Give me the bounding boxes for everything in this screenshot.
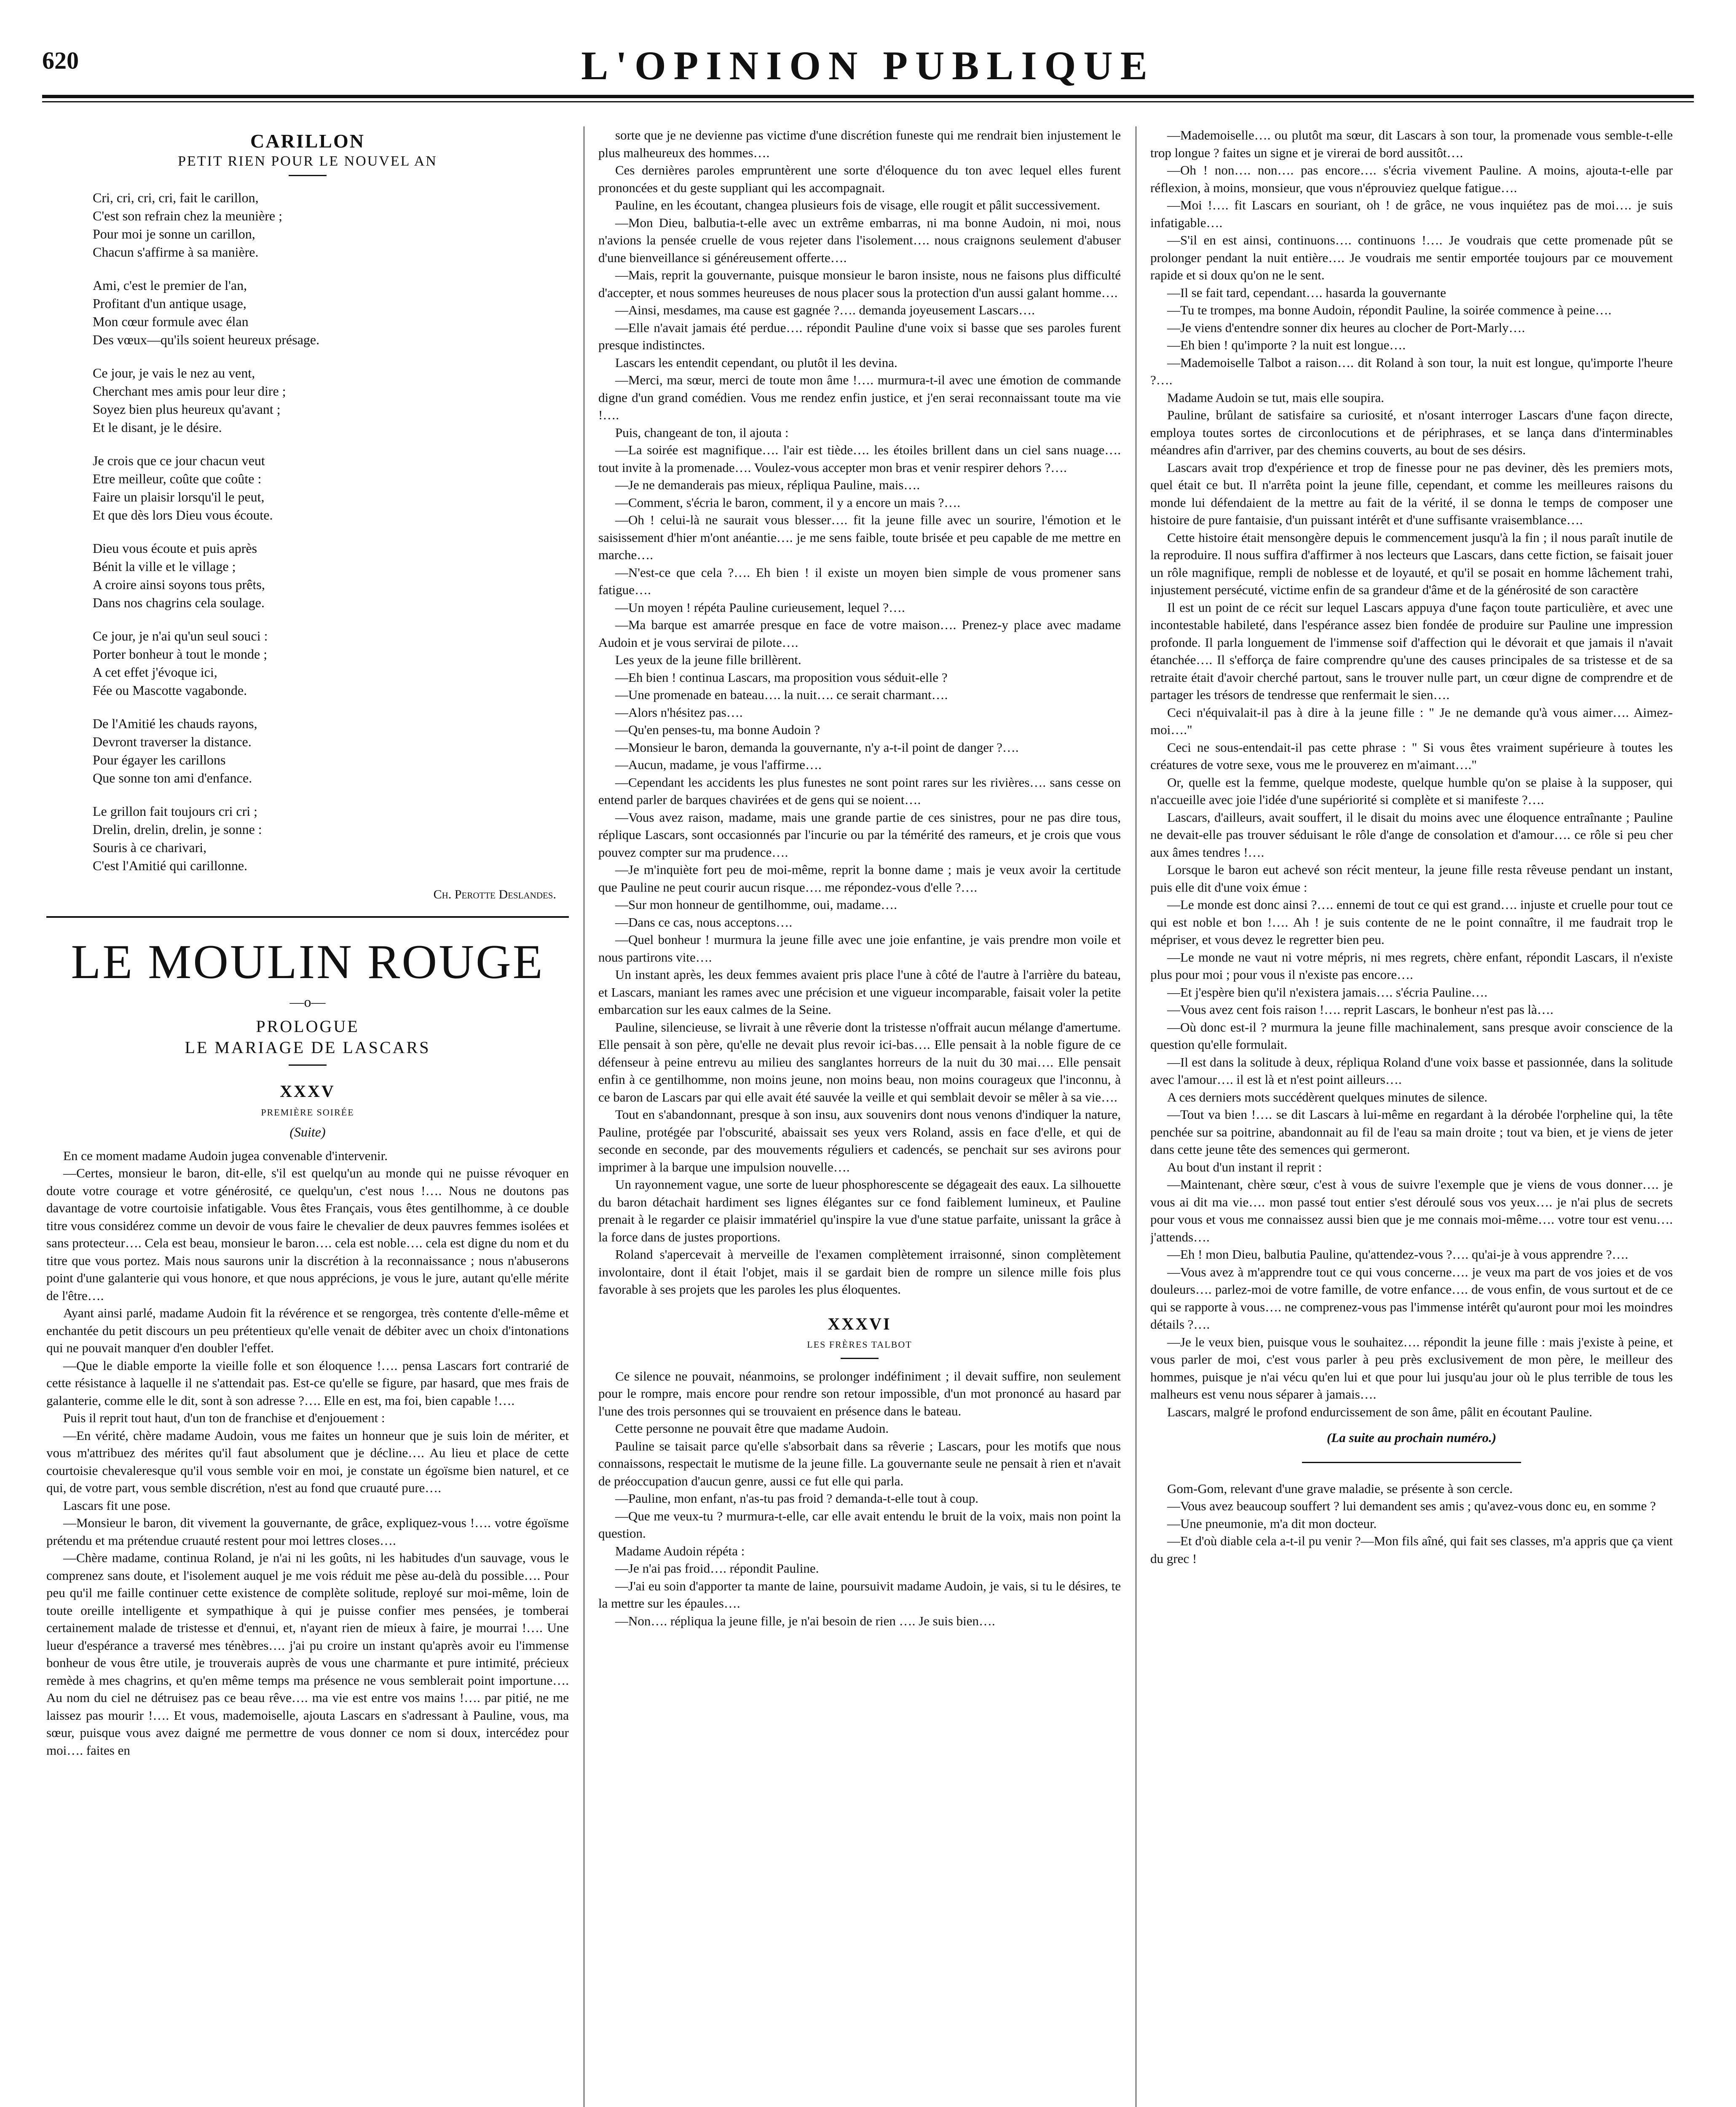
poem-subtitle: PETIT RIEN POUR LE NOUVEL AN xyxy=(178,153,437,169)
poem-line: Faire un plaisir lorsqu'il le peut, xyxy=(93,489,265,504)
poem-line: Mon cœur formule avec élan xyxy=(93,314,249,329)
paragraph: Lascars, d'ailleurs, avait souffert, il le disait du moins avec une éloquence entraînante ; Pauline ne devait-elle pas trouver séduisant le rôle d'ange de consolation et d'amour…. ce rôle si peu cher aux âmes tendres !…. xyxy=(1150,810,1673,860)
chapter-number: XXXV xyxy=(280,1082,335,1101)
paragraph: —N'est-ce que cela ?…. Eh bien ! il existe un moyen bien simple de vous promener sans fatigue…. xyxy=(598,565,1121,597)
poem-line: Etre meilleur, coûte que coûte : xyxy=(93,471,262,486)
poem-stanza xyxy=(93,715,569,787)
poem-stanza xyxy=(93,276,569,349)
part-title: LE MARIAGE DE LASCARS xyxy=(185,1037,431,1057)
header-rule-thick xyxy=(42,95,1694,98)
paragraph: —Qu'en penses-tu, ma bonne Audoin ? xyxy=(615,722,820,737)
chapter-2-subtitle: LES FRÈRES TALBOT xyxy=(807,1339,912,1350)
paragraph: —Tout va bien !…. se dit Lascars à lui-même en regardant à la dérobée l'orpheline qui, la tête penchée sur sa poitrine, abandonnait au fil de l'eau sa main droite ; tout va bien, et je viens de jeter dans cette jeune tête des semences qui germeront. xyxy=(1150,1107,1673,1157)
paragraph: —Et j'espère bien qu'il n'existera jamais…. s'écria Pauline…. xyxy=(1167,984,1488,1000)
paragraph: Puis il reprit tout haut, d'un ton de franchise et d'enjouement : xyxy=(63,1410,385,1425)
paragraph: —Eh ! mon Dieu, balbutia Pauline, qu'attendez-vous ?…. qu'ai-je à vous apprendre ?…. xyxy=(1167,1247,1629,1262)
paragraph: —Vous avez raison, madame, mais une grande partie de ces sinistres, pour ne pas dire tous, réplique Lascars, sont occasionnés par l'incurie ou par la témérité des rameurs, et je crois que vous pouvez compter sur ma prudence…. xyxy=(598,810,1121,860)
paragraph: —Aucun, madame, je vous l'affirme…. xyxy=(615,757,822,772)
paragraph: —Vous avez à m'apprendre tout ce qui vous concerne…. je veux ma part de vos joies et de vos douleurs…. parlez-moi de votre famille, de votre enfance…. de vous enfin, de vous surtout et de ce qui se rapporte à vous…. ne comprenez-vous pas l'immense intérêt qu'auront pour moi les moindres détails ?…. xyxy=(1150,1264,1673,1332)
paragraph: En ce moment madame Audoin jugea convenable d'intervenir. xyxy=(63,1148,388,1163)
paragraph: —Oh ! non…. non…. pas encore…. s'écria vivement Pauline. A moins, ajouta-t-elle par réflexion, à moins, monsieur, que vous n'éprouviez quelque fatigue…. xyxy=(1150,163,1673,195)
paragraph: Pauline, silencieuse, se livrait à une rêverie dont la tristesse n'offrait aucun mélange d'amertume. Elle pensait à son père, qu'elle ne devait plus revoir ici-bas…. Elle pensait à la noble figure de ce défenseur à peine entrevu au milieu des sanglantes horreurs de la nuit du 30 mai…. Elle pensait enfin à ce gentilhomme, non moins jeune, non moins beau, non moins courageux que l'inconnu, à ce baron de Lascars par qui elle avait été sauvée la veille et qui semblait devoir se mêler à sa vie…. xyxy=(598,1019,1121,1104)
paragraph: —Oh ! celui-là ne saurait vous blesser…. fit la jeune fille avec un sourire, l'émotion et le saisissement d'hier m'ont anéantie…. je me sens faible, toute brisée et peu capable de me mettre en marche…. xyxy=(598,512,1121,562)
paragraph: Cette personne ne pouvait être que madame Audoin. xyxy=(615,1421,889,1436)
poem-line: Porter bonheur à tout le monde ; xyxy=(93,646,268,662)
paragraph: Il est un point de ce récit sur lequel Lascars appuya d'une façon toute particulière, et avec une incontestable habileté, dans l'espérance assez bien fondée de produire sur Pauline une impression profonde. Il parla longuement de l'immense soif d'affection qui le dévorait et que jamais il n'avait étanchée…. Il s'efforça de faire comprendre qu'une des causes principales de sa tristesse et de sa retraite était d'avoir cherché partout, sans le trouver nulle part, un cœur digne de comprendre et de partager les trésors de tendresse que renfermait le sien…. xyxy=(1150,600,1673,702)
poem-line: C'est son refrain chez la meunière ; xyxy=(93,208,283,223)
page-header xyxy=(42,42,1694,101)
paragraph: —Monsieur le baron, dit vivement la gouvernante, de grâce, expliquez-vous !…. votre égoïsme prétendu et ma prétendue cruauté restent pour moi lettres closes…. xyxy=(46,1515,569,1548)
paragraph: —Non…. répliqua la jeune fille, je n'ai besoin de rien …. Je suis bien…. xyxy=(615,1613,995,1628)
paragraph: —Comment, s'écria le baron, comment, il y a encore un mais ?…. xyxy=(615,495,961,510)
paragraph: —Mais, reprit la gouvernante, puisque monsieur le baron insiste, nous ne faisons plus difficulté d'accepter, et nous sommes heureuses de nous placer sous la protection d'un aussi galant homme…. xyxy=(598,268,1121,300)
prologue-heading: PROLOGUE xyxy=(256,1017,359,1036)
poem-title-rule xyxy=(289,175,327,176)
suite-label: (Suite) xyxy=(289,1124,326,1139)
paragraph: —Sur mon honneur de gentilhomme, oui, madame…. xyxy=(615,897,897,912)
poem-body xyxy=(46,189,569,875)
paragraph: —Ma barque est amarrée presque en face de votre maison…. Prenez-y place avec madame Audoin et je vous servirai de pilote…. xyxy=(598,617,1121,650)
paragraph: —Mademoiselle Talbot a raison…. dit Roland à son tour, la nuit est longue, qu'importe l'heure ?…. xyxy=(1150,355,1673,387)
page-number: 620 xyxy=(42,47,79,74)
paragraph: Ayant ainsi parlé, madame Audoin fit la révérence et se rengorgea, très contente d'elle-même et enchantée du petit discours un peu prétentieux qu'elle venait de débiter avec un choix d'intonations qui ne pouvait manquer d'en doubler l'effet. xyxy=(46,1305,569,1355)
paragraph: Cette histoire était mensongère depuis le commencement jusqu'à la fin ; il nous paraît inutile de la reproduire. Il nous suffira d'affirmer à nos lecteurs que Lascars, dans cette fiction, se faisait jouer un rôle magnifique, rempli de noblesse et de loyauté, et qu'il se posait en homme lâchement trahi, injustement persécuté, victime enfin de sa grandeur d'âme et de la générosité de son caractère xyxy=(1150,530,1673,597)
poem-title: CARILLON xyxy=(250,130,365,152)
paragraph: —Je viens d'entendre sonner dix heures au clocher de Port-Marly…. xyxy=(1167,320,1525,335)
poem-stanza xyxy=(93,452,569,524)
paragraph: —Tu te trompes, ma bonne Audoin, répondit Pauline, la soirée commence à peine…. xyxy=(1167,303,1612,317)
poem-line: Souris à ce charivari, xyxy=(93,840,207,855)
poem-line: Que sonne ton ami d'enfance. xyxy=(93,770,252,785)
poem-line: Dieu vous écoute et puis après xyxy=(93,541,257,556)
paragraph: Lascars les entendit cependant, ou plutôt il les devina. xyxy=(615,355,897,370)
paragraph: sorte que je ne devienne pas victime d'une discrétion funeste qui me rendrait bien injustement le plus malheureux des hommes…. xyxy=(598,128,1121,160)
poem-line: Et que dès lors Dieu vous écoute. xyxy=(93,507,273,523)
paragraph: —Un moyen ! répéta Pauline curieusement, lequel ?…. xyxy=(615,600,905,615)
poem-line: Profitant d'un antique usage, xyxy=(93,296,246,311)
poem-line: Pour moi je sonne un carillon, xyxy=(93,226,255,241)
paragraph: —Pauline, mon enfant, n'as-tu pas froid ? demanda-t-elle tout à coup. xyxy=(615,1491,979,1506)
paragraph: Or, quelle est la femme, quelque modeste, quelque humble qu'on se plaise à la supposer, qui n'accueille avec joie l'idée d'une supériorité si complète et si manifeste ?…. xyxy=(1150,775,1673,807)
anecdote-rule xyxy=(1302,1462,1521,1463)
poem-line: Drelin, drelin, drelin, je sonne : xyxy=(93,822,262,837)
paragraph: —Vous avez cent fois raison !…. reprit Lascars, le bonheur n'est pas là…. xyxy=(1167,1002,1554,1017)
anecdote-paragraph: —Et d'où diable cela a-t-il pu venir ?—Mon fils aîné, qui fait ses classes, m'a appris que ça vient du grec ! xyxy=(1150,1533,1673,1566)
paragraph: Madame Audoin se tut, mais elle soupira. xyxy=(1167,390,1384,405)
poem-line: A croire ainsi soyons tous prêts, xyxy=(93,577,265,592)
poem-line: Cherchant mes amis pour leur dire ; xyxy=(93,383,286,399)
column-1-text xyxy=(46,1147,569,1759)
poem-line: Et le disant, je le désire. xyxy=(93,420,222,435)
paragraph: A ces derniers mots succédèrent quelques minutes de silence. xyxy=(1167,1089,1488,1104)
column-2 xyxy=(598,126,1121,2107)
poem-stanza xyxy=(93,627,569,700)
part-title-rule xyxy=(289,1064,327,1066)
paragraph: Ces dernières paroles empruntèrent une sorte d'éloquence du ton avec lequel elles furent prononcées et du geste suppliant qui les accompagnait. xyxy=(598,163,1121,195)
poem-line: Bénit la ville et le village ; xyxy=(93,559,236,574)
paragraph: —Le monde est donc ainsi ?…. ennemi de tout ce qui est grand…. injuste et cruelle pour tout ce qui est noble et bon !…. Ah ! je suis contente de ne le point connaître, il me faudrait trop le mépriser, et vous devez le regretter bien peu. xyxy=(1150,897,1673,947)
paragraph: Pauline se taisait parce qu'elle s'absorbait dans sa rêverie ; Lascars, pour les motifs que nous connaissons, respectait le mutisme de la jeune fille. La gouvernante seule ne pensait à rien et n'avait de préoccupation d'aucun genre, aussi ce fut elle qui parla. xyxy=(598,1438,1121,1488)
paragraph: Pauline, en les écoutant, changea plusieurs fois de visage, elle rougit et pâlit successivement. xyxy=(615,198,1100,212)
poem-signature: Ch. Perotte Deslandes. xyxy=(433,887,556,901)
paragraph: —Le monde ne vaut ni votre mépris, ni mes regrets, chère enfant, répondit Lascars, il n'existe plus pour moi ; pour vous il n'existe pas encore…. xyxy=(1150,949,1673,982)
paragraph: —Alors n'hésitez pas…. xyxy=(615,705,743,720)
paragraph: —Il se fait tard, cependant…. hasarda la gouvernante xyxy=(1167,285,1446,300)
column-1 xyxy=(46,126,569,2107)
poem-line: Pour égayer les carillons xyxy=(93,752,226,767)
poem-line: Cri, cri, cri, cri, fait le carillon, xyxy=(93,190,259,205)
paragraph: —Merci, ma sœur, merci de toute mon âme !…. murmura-t-il avec une émotion de commande digne d'un grand comédien. Vous me rendez enfin justice, et j'en serai reconnaissant toute ma vie !…. xyxy=(598,373,1121,422)
paragraph: —Il est dans la solitude à deux, répliqua Roland d'une voix basse et passionnée, dans la solitude avec l'amour…. il est là et n'est point ailleurs…. xyxy=(1150,1054,1673,1087)
header-rule-thin xyxy=(42,101,1694,102)
paragraph: —Je n'ai pas froid…. répondit Pauline. xyxy=(615,1561,819,1576)
poem-line: Ce jour, je n'ai qu'un seul souci : xyxy=(93,628,268,643)
poem-line: A cet effet j'évoque ici, xyxy=(93,665,217,680)
poem-line: Fée ou Mascotte vagabonde. xyxy=(93,683,247,698)
paragraph: —Où donc est-il ? murmura la jeune fille machinalement, sans presque avoir conscience de la question qu'elle formulait. xyxy=(1150,1019,1673,1052)
paragraph: —La soirée est magnifique…. l'air est tiède…. les étoiles brillent dans un ciel sans nuage…. tout invite à la promenade…. Voulez-vous accepter mon bras et venir respirer dehors ?…. xyxy=(598,442,1121,475)
poem-line: Chacun s'affirme à sa manière. xyxy=(93,244,259,260)
poem-line: De l'Amitié les chauds rayons, xyxy=(93,716,257,731)
anecdote xyxy=(1150,1480,1673,1568)
poem-line: Le grillon fait toujours cri cri ; xyxy=(93,804,257,819)
paragraph: —S'il en est ainsi, continuons…. continuons !…. Je voudrais que cette promenade pût se prolonger pendant la nuit entière…. Je voudrais me sentir emportée toujours par ce mouvement rapide et si doux qu'on ne le sent. xyxy=(1150,233,1673,282)
paragraph: Lorsque le baron eut achevé son récit menteur, la jeune fille resta rêveuse pendant un instant, puis elle dit d'une voix émue : xyxy=(1150,862,1673,895)
poem-stanza xyxy=(93,189,569,261)
ornament: —o— xyxy=(289,994,326,1010)
poem-line: Devront traverser la distance. xyxy=(93,734,252,749)
paragraph: Lascars avait trop d'expérience et trop de finesse pour ne pas deviner, dès les premiers mots, quel était ce but. Il n'arrêta point la jeune fille, cependant, et comme les meilleures raisons du monde lui défendaient de la mettre au fait de la vérité, il se donna le temps de composer une histoire de pure fantaisie, d'un puissant intérêt et d'une suffisante vraisemblance…. xyxy=(1150,460,1673,527)
paragraph: Au bout d'un instant il reprit : xyxy=(1167,1159,1322,1174)
poem-line: Ami, c'est le premier de l'an, xyxy=(93,278,247,293)
chapter-2-rule xyxy=(841,1358,879,1359)
column-3 xyxy=(1150,126,1673,2107)
feuilleton-title: LE MOULIN ROUGE xyxy=(71,935,544,989)
poem-line: Soyez bien plus heureux qu'avant ; xyxy=(93,402,281,417)
paragraph: —Une promenade en bateau…. la nuit…. ce serait charmant…. xyxy=(615,687,948,702)
paragraph: Un instant après, les deux femmes avaient pris place l'une à côté de l'autre à l'arrière du bateau, et Lascars, maniant les rames avec une précision et une vigueur incomparable, faisait voler la petite embarcation sur les eaux calmes de la Seine. xyxy=(598,967,1121,1017)
paragraph: Lascars fit une pose. xyxy=(63,1498,171,1513)
paragraph: Lascars, malgré le profond endurcissement de son âme, pâlit en écoutant Pauline. xyxy=(1167,1404,1592,1419)
paragraph: —Moi !…. fit Lascars en souriant, oh ! de grâce, ne vous inquiétez pas de moi…. je suis infatigable…. xyxy=(1150,198,1673,230)
paragraph: —Eh bien ! qu'importe ? la nuit est longue…. xyxy=(1167,338,1406,352)
paragraph: —Mon Dieu, balbutia-t-elle avec un extrême embarras, ni ma bonne Audoin, ni moi, nous n'avions la pensée cruelle de vous rejeter dans l'isolement…. nous craignons seulement d'abuser d'une bienveillance si généreusement offerte…. xyxy=(598,215,1121,265)
paragraph: —Ainsi, mesdames, ma cause est gagnée ?…. demanda joyeusement Lascars…. xyxy=(615,303,1035,317)
paragraph: Pauline, brûlant de satisfaire sa curiosité, et n'osant interroger Lascars d'une façon directe, employa toutes sortes de circonlocutions et de périphrases, et se lança dans d'interminables méandres afin d'arriver, par des chemins couverts, au bout de ses désirs. xyxy=(1150,407,1673,457)
paragraph: Les yeux de la jeune fille brillèrent. xyxy=(615,652,801,667)
poem-line: Des vœux—qu'ils soient heureux présage. xyxy=(93,332,320,347)
section-rule xyxy=(46,916,569,918)
paragraph: —Elle n'avait jamais été perdue…. répondit Pauline d'une voix si basse que ses paroles furent presque indistinctes. xyxy=(598,320,1121,352)
poem-stanza xyxy=(93,802,569,875)
paragraph: —Dans ce cas, nous acceptons…. xyxy=(615,914,793,930)
paragraph: —Que le diable emporte la vieille folle et son éloquence !…. pensa Lascars fort contrarié de cette résistance à laquelle il ne s'attendait pas. Est-ce qu'elle se figure, par hasard, que mes frais de galanterie, comme elle le dit, sont à son adresse ?…. Elle en est, ma foi, bien capable !…. xyxy=(46,1358,569,1408)
paragraph: —Que me veux-tu ? murmura-t-elle, car elle avait entendu le bruit de la voix, mais non point la question. xyxy=(598,1508,1121,1541)
column-2-text xyxy=(598,126,1121,1298)
paragraph: —Maintenant, chère sœur, c'est à vous de suivre l'exemple que je viens de vous donner…. je vous ai dit ma vie…. mon passé tout entier s'est déroulé sous vos yeux…. je n'ai plus de secrets pour vous et vous me connaissez aussi bien que je me connais moi-même…. votre tour est venu…. j'attends…. xyxy=(1150,1177,1673,1244)
paragraph: Tout en s'abandonnant, presque à son insu, aux souvenirs dont nous venons d'indiquer la nature, Pauline, protégée par l'obscurité, abaissait ses yeux vers Roland, assis en face d'elle, et qui de seconde en seconde, par des mouvements réguliers et cadencés, se penchait sur ses avirons pour imprimer à la barque une impulsion nouvelle…. xyxy=(598,1107,1121,1174)
paragraph: —Eh bien ! continua Lascars, ma proposition vous séduit-elle ? xyxy=(615,670,948,685)
paragraph: —Je m'inquiète fort peu de moi-même, reprit la bonne dame ; mais je veux avoir la certitude que Pauline ne peut courir aucun risque…. me répondez-vous d'elle ?…. xyxy=(598,862,1121,895)
paragraph: —J'ai eu soin d'apporter ta mante de laine, poursuivit madame Audoin, je vais, si tu le désires, te la mettre sur les épaules…. xyxy=(598,1578,1121,1611)
paragraph: —Cependant les accidents les plus funestes ne sont point rares sur les rivières…. sans cesse on entend parler de barques chavirées et de gens qui se noient…. xyxy=(598,775,1121,807)
poem-line: C'est l'Amitié qui carillonne. xyxy=(93,858,248,873)
paragraph: Puis, changeant de ton, il ajouta : xyxy=(615,425,789,440)
anecdote-paragraph: —Vous avez beaucoup souffert ? lui demandent ses amis ; qu'avez-vous donc eu, en somme ? xyxy=(1167,1498,1656,1513)
paragraph: Madame Audoin répéta : xyxy=(615,1543,745,1558)
paragraph: —En vérité, chère madame Audoin, vous me faites un honneur que je suis loin de mériter, et vous m'attribuez des mérites qu'il faut absolument que je décline…. Au lieu et place de cette courtoisie chevaleresque qu'il vous semble voir en moi, je constate un égoïsme bien naturel, et ce qui, de votre part, vous semble discrétion, n'est au fond que cruauté pure…. xyxy=(46,1428,569,1495)
paragraph: —Mademoiselle…. ou plutôt ma sœur, dit Lascars à son tour, la promenade vous semble-t-elle trop longue ? faites un signe et je virerai de bord aussitôt…. xyxy=(1150,128,1673,160)
anecdote-paragraph: Gom-Gom, relevant d'une grave maladie, se présente à son cercle. xyxy=(1167,1481,1513,1496)
paragraph: Ceci n'équivalait-il pas à dire à la jeune fille : " Je ne demande qu'à vous aimer…. Aimez-moi…." xyxy=(1150,705,1673,737)
masthead-title: L'OPINION PUBLIQUE xyxy=(581,43,1155,88)
paragraph: Ce silence ne pouvait, néanmoins, se prolonger indéfiniment ; il devait suffire, non seulement pour le rompre, mais encore pour rendre son retour impossible, d'un mot prononcé au hasard par l'une des trois personnes qui se trouvaient en présence dans le bateau. xyxy=(598,1368,1121,1418)
column-3-text xyxy=(1150,126,1673,1421)
paragraph: —Je le veux bien, puisque vous le souhaitez…. répondit la jeune fille : mais j'existe à peine, et vous parler de moi, c'est vous parler à peu près exclusivement de mon père, le meilleur des hommes, puisque je n'ai vécu qu'en lui et que pour lui jusqu'au jour où le plus terrible de tous les malheurs est venu nous séparer à jamais…. xyxy=(1150,1334,1673,1402)
chapter-2-number: XXXVI xyxy=(828,1314,892,1333)
paragraph: —Quel bonheur ! murmura la jeune fille avec une joie enfantine, je vais prendre mon voile et nous partirons vite…. xyxy=(598,932,1121,965)
anecdote-paragraph: —Une pneumonie, m'a dit mon docteur. xyxy=(1167,1516,1377,1531)
paragraph: Roland s'apercevait à merveille de l'examen complètement irraisonné, sinon complètement involontaire, dont il était l'objet, mais il se gardait bien de rompre un silence mille fois plus favorable à ses projets que les paroles les plus éloquentes. xyxy=(598,1247,1121,1297)
paragraph: —Monsieur le baron, demanda la gouvernante, n'y a-t-il point de danger ?…. xyxy=(615,740,1019,755)
poem-stanza xyxy=(93,364,569,437)
poem-stanza xyxy=(93,539,569,612)
paragraph: —Chère madame, continua Roland, je n'ai ni les goûts, ni les habitudes d'un sauvage, vous le comprenez sans doute, et l'isolement auquel je me vois réduit me pèse au-delà du possible…. Pour peu qu'il me faille continuer cette existence de complète solitude, reployé sur moi-même, loin de toute oreille intelligente et sympathique à qui je puisse confier mes pensées, je tomberai certainement malade de tristesse et d'ennui, et, n'ayant rien de mieux à faire, je mourrai !…. Une lueur d'espérance a traversé mes ténèbres…. j'ai pu croire un instant qu'après avoir eu l'immense bonheur de vous être utile, je trouverais auprès de vous une charmante et pure intimité, précieux remède à mes chagrins, et qu'en même temps ma présence ne vous semblerait point importune…. Au nom du ciel ne détruisez pas ce beau rêve…. ma vie est entre vos mains !…. par pitié, ne me laissez pas mourir !…. Et vous, mademoiselle, ajouta Lascars en s'adressant à Pauline, vous, ma sœur, puisque vous avez daigné me permettre de vous donner ce nom si doux, intercédez pour moi…. faites en xyxy=(46,1550,569,1758)
paragraph: Ceci ne sous-entendait-il pas cette phrase : " Si vous êtes vraiment supérieure à toutes les créatures de votre sexe, vous me le prouverez en m'aimant…." xyxy=(1150,740,1673,772)
column-2-text-continued xyxy=(598,1367,1121,1630)
poem-line: Ce jour, je vais le nez au vent, xyxy=(93,365,255,381)
paragraph: —Certes, monsieur le baron, dit-elle, s'il est quelqu'un au monde qui ne puisse révoquer en doute votre courage et votre générosité, ce quelqu'un, c'est nous !…. Nous ne doutons pas davantage de votre courtoisie infatigable. Vous êtes Français, vous êtes gentilhomme, à ce double titre vous considérez comme un devoir de vous faire le chevalier de deux pauvres femmes isolées et sans protecteur…. Cela est beau, monsieur le baron…. cela est noble…. cela est digne du nom et du titre que vous portez. Mais nous saurons unir la discrétion à la reconnaissance ; nous n'abuserons point d'une galanterie qui vous honore, et que nous apprécions, je vous le jure, autant qu'elle mérite de l'être…. xyxy=(46,1166,569,1303)
paragraph: —Je ne demanderais pas mieux, répliqua Pauline, mais…. xyxy=(615,477,920,492)
paragraph: Un rayonnement vague, une sorte de lueur phosphorescente se dégageait des eaux. La silhouette du baron détachait hardiment ses lignes élégantes sur ce fond faiblement lumineux, et Pauline prenait à le regarder ce plaisir immatériel qu'inspire la vue d'une statue parfaite, unissant la grâce à la force dans de justes proportions. xyxy=(598,1177,1121,1244)
suite-next-label: (La suite au prochain numéro.) xyxy=(1326,1430,1497,1445)
chapter-subtitle: PREMIÈRE SOIRÉE xyxy=(261,1107,354,1118)
poem-line: Je crois que ce jour chacun veut xyxy=(93,453,265,468)
poem-line: Dans nos chagrins cela soulage. xyxy=(93,595,265,610)
